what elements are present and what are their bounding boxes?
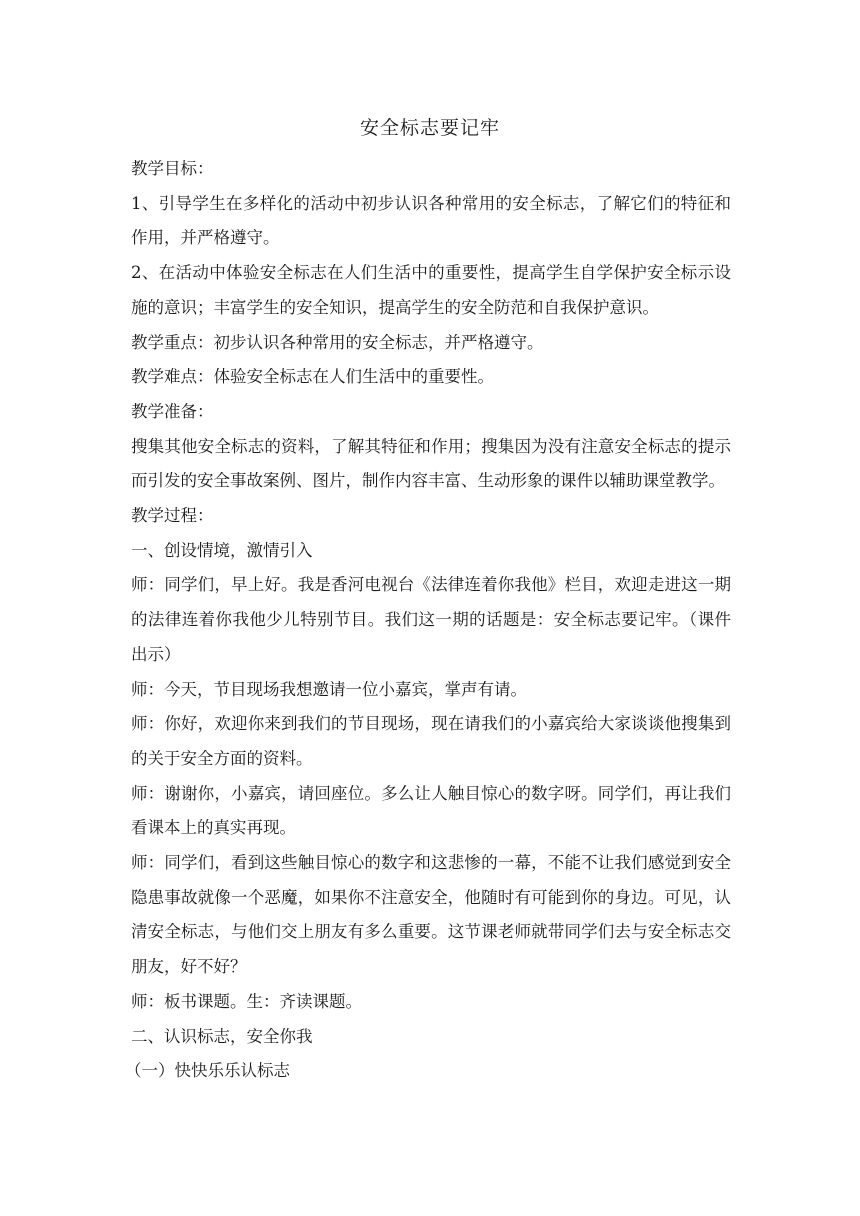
section-heading-preparation: 教学准备：: [131, 401, 214, 421]
subsection-heading: （一）快快乐乐认标志: [125, 1061, 290, 1081]
teaching-difficulty: 教学难点：体验安全标志在人们生活中的重要性。: [131, 367, 494, 387]
document-title: 安全标志要记牢: [359, 117, 500, 139]
teacher-line: 师：谢谢你，小嘉宾，请回座位。多么让人触目惊心的数字呀。同学们，再让我们看课本上的真实再现。: [131, 783, 731, 838]
teacher-line: 师：同学们，看到这些触目惊心的数字和这悲惨的一幕，不能不让我们感觉到安全隐患事故就像一个恶魔，如果你不注意安全，他随时有可能到你的身边。可见，认清安全标志，与他们交上朋友有多么重要。这节课老师就带同学们去与安全标志交朋友，好不好？: [131, 853, 731, 977]
objective-item-2: 2、在活动中体验安全标志在人们生活中的重要性，提高学生自学保护安全标示设施的意识；丰富学生的安全知识，提高学生的安全防范和自我保护意识。: [131, 263, 731, 317]
teacher-line: 师：你好，欢迎你来到我们的节目现场，现在请我们的小嘉宾给大家谈谈他搜集到的关于安全方面的资料。: [131, 714, 731, 768]
objective-item-1: 1、引导学生在多样化的活动中初步认识各种常用的安全标志，了解它们的特征和作用，并严格遵守。: [131, 193, 731, 248]
document-body: [125, 152, 731, 1089]
teacher-line: 师：同学们，早上好。我是香河电视台《法律连着你我他》栏目，欢迎走进这一期的法律连着你我他少儿特别节目。我们这一期的话题是：安全标志要记牢。（课件出示）: [131, 575, 731, 664]
section-heading-process: 教学过程：: [131, 506, 214, 526]
teacher-line: 师：今天，节目现场我想邀请一位小嘉宾，掌声有请。: [131, 679, 527, 699]
teacher-line: 师：板书课题。生：齐读课题。: [131, 991, 362, 1011]
preparation-text: 搜集其他安全标志的资料，了解其特征和作用；搜集因为没有注意安全标志的提示而引发的安全事故案例、图片，制作内容丰富、生动形象的课件以辅助课堂教学。: [131, 436, 731, 491]
section-heading-objectives: 教学目标：: [131, 159, 214, 178]
process-step-2-heading: 二、认识标志，安全你我: [131, 1026, 313, 1046]
teaching-focus: 教学重点：初步认识各种常用的安全标志，并严格遵守。: [131, 332, 544, 352]
process-step-1-heading: 一、创设情境，激情引入: [131, 540, 313, 560]
